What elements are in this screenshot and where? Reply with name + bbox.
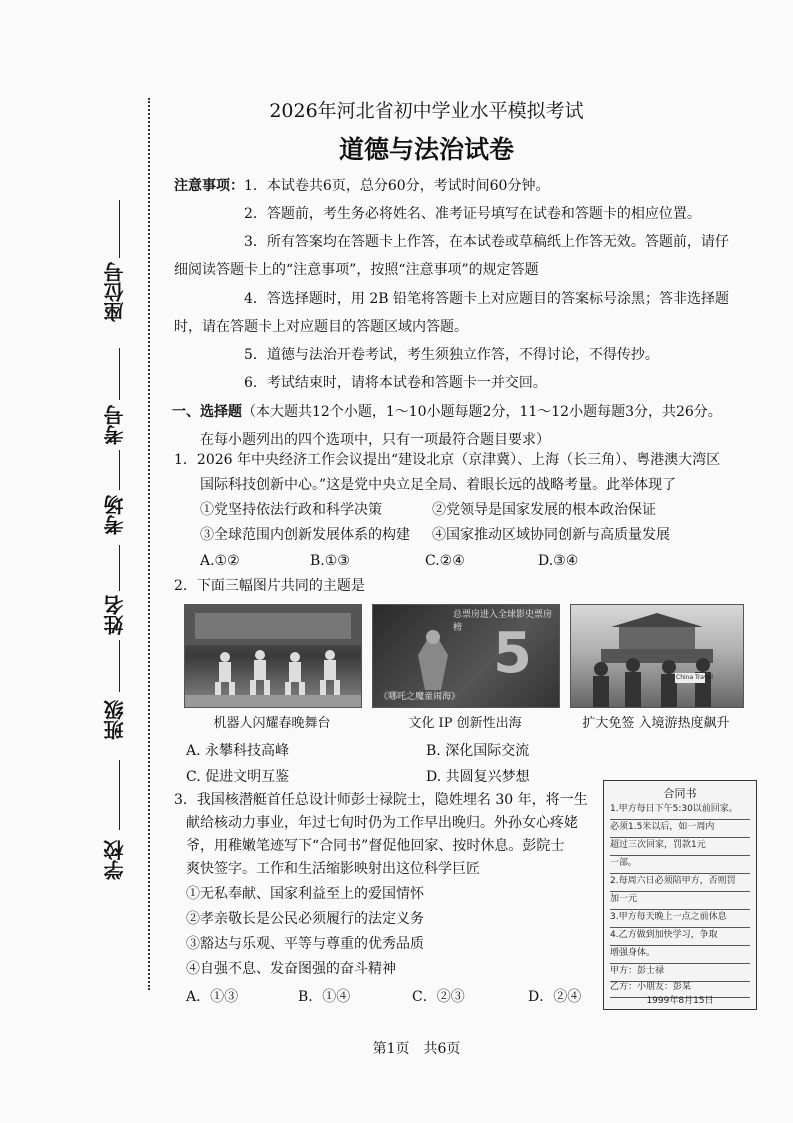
q2-option-b[interactable]: B. 深化国际交流 [426, 743, 530, 759]
q3-statement: ①无私奉献、国家利益至上的爱国情怀 [186, 886, 424, 902]
contract-row: 乙方：小朋友：彭某 [610, 979, 750, 998]
notice-line: 细阅读答题卡上的“注意事项”，按照“注意事项”的规定答题 [174, 262, 539, 278]
notice-line: 1．本试卷共6页，总分60分，考试时间60分钟。 [244, 178, 550, 194]
q1-stem: 1．2026 年中央经济工作会议提出“建设北京（京津冀）、上海（长三角）、粤港澳大湾区 [174, 452, 721, 468]
q2-option-d[interactable]: D. 共圆复兴梦想 [426, 769, 530, 785]
section-description: （本大题共12个小题，1～10小题每题2分，11～12小题每题3分，共26分。 [242, 404, 722, 420]
q1-statement: ④国家推动区域协同创新与高质量发展 [432, 527, 670, 543]
notice-line: 3．所有答案均在答题卡上作答，在本试卷或草稿纸上作答无效。答题前，请仔 [244, 234, 729, 250]
name-blank[interactable] [119, 545, 120, 591]
class-blank[interactable] [119, 640, 120, 692]
q3-statement: ④自强不息、发奋图强的奋斗精神 [186, 961, 396, 977]
q3-option-a[interactable]: A．①③ [186, 989, 239, 1005]
q1-statement: ①党坚持依法行政和科学决策 [200, 502, 382, 518]
q3-statement: ②孝亲敬长是公民必须履行的法定义务 [186, 911, 424, 927]
exam-number-label: 考号 [103, 405, 127, 445]
q2-option-a[interactable]: A. 永攀科技高峰 [186, 743, 290, 759]
q3-stem: 爷，用稚嫩笔迹写下“合同书”督促他回家、按时休息。彭院士 [186, 838, 565, 854]
q3-stem: 3．我国核潜艇首任总设计师彭士禄院士，隐姓埋名 30 年，将一生 [174, 792, 588, 808]
contract-row: 4.乙方做到加快学习，争取 [610, 927, 750, 946]
notice-line: 6．考试结束时，请将本试卷和答题卡一并交回。 [244, 375, 547, 391]
q1-statement: ③全球范围内创新发展体系的构建 [200, 527, 410, 543]
nezha-film-photo [372, 604, 560, 708]
contract-row: 3.甲方每天晚上一点之前休息 [610, 909, 750, 928]
contract-row: 加一元 [610, 891, 750, 910]
q1-option-d[interactable]: D.③④ [538, 553, 579, 569]
photo-number: 5 [493, 621, 532, 686]
q1-statement: ②党领导是国家发展的根本政治保证 [432, 502, 656, 518]
seat-number-blank[interactable] [119, 200, 120, 258]
handwritten-contract-image [603, 780, 757, 1010]
photo-sign: China Travel [676, 674, 713, 681]
name-label: 姓名 [103, 595, 127, 635]
exam-number-blank[interactable] [119, 348, 120, 400]
student-info-strip [100, 200, 140, 920]
notice-label: 注意事项： [174, 178, 244, 194]
exam-room-label: 考场 [103, 495, 127, 535]
class-label: 班级 [103, 700, 127, 740]
contract-row: 超过三次回家，罚款1元 [610, 837, 750, 856]
notice-line: 5．道德与法治开卷考试，考生须独立作答，不得讨论，不得传抄。 [244, 347, 659, 363]
q1-option-c[interactable]: C.②④ [425, 553, 465, 569]
robot-dance-photo [184, 604, 362, 708]
section-heading-row [172, 402, 722, 422]
section-description-2: 在每小题列出的四个选项中，只有一项最符合题目要求） [200, 432, 550, 448]
q2-option-c[interactable]: C. 促进文明互鉴 [186, 769, 290, 785]
contract-row: 2.每周六日必须陪甲方，否则罚 [610, 873, 750, 892]
contract-row: 必须1.5米以后，如一周内 [610, 819, 750, 838]
notice-line: 时，请在答题卡上对应题目的答题区域内答题。 [174, 319, 468, 335]
q3-stem: 献给核动力事业，年过七旬时仍为工作早出晚归。外孙女心疼姥 [186, 815, 578, 831]
photo-banner: 总票房进入全球影史票房榜 [453, 610, 553, 633]
forbidden-city-tourists-photo [570, 604, 744, 708]
binding-dotted-line [148, 98, 150, 990]
q1-stem-2: 国际科技创新中心。”这是党中央立足全局、着眼长远的战略考量。此举体现了 [200, 477, 677, 493]
q2-stem: 2．下面三幅图片共同的主题是 [174, 578, 365, 594]
notice-line: 4．答选择题时，用 2B 铅笔将答题卡上对应题目的答案标号涂黑；答非选择题 [244, 291, 730, 307]
contract-title: 合同书 [663, 787, 697, 800]
contract-row: 甲方：彭士禄 [610, 963, 750, 982]
photo-caption: 文化 IP 创新性出海 [408, 716, 522, 731]
section-heading: 一、选择题 [172, 404, 242, 420]
q1-option-b[interactable]: B.①③ [310, 553, 350, 569]
exam-room-blank[interactable] [119, 450, 120, 490]
page-number: 第1页 共6页 [372, 1041, 461, 1057]
contract-row: 1.甲方每日下午5:30以前回家。 [610, 801, 750, 820]
school-blank[interactable] [119, 760, 120, 830]
q1-option-a[interactable]: A.①② [200, 553, 240, 569]
photo-caption: 扩大免签 入境游热度飙升 [582, 716, 730, 731]
q3-statement: ③豁达与乐观、平等与尊重的优秀品质 [186, 936, 424, 952]
q3-stem: 爽快签字。工作和生活缩影映射出这位科学巨匠 [186, 861, 480, 877]
contract-date: 1999年8月15日 [646, 996, 714, 1006]
notice-line: 2．答题前，考生务必将姓名、准考证号填写在试卷和答题卡的相应位置。 [244, 206, 701, 222]
school-label: 学校 [103, 840, 127, 880]
subject-title: 道德与法治试卷 [338, 135, 514, 164]
q3-option-b[interactable]: B．①④ [298, 989, 351, 1005]
contract-row: 增强身体。 [610, 945, 750, 964]
q3-option-c[interactable]: C．②③ [412, 989, 465, 1005]
q3-option-d[interactable]: D．②④ [528, 989, 582, 1005]
contract-row: 一部。 [610, 855, 750, 874]
photo-film-title: 《哪吒之魔童闹海》 [379, 692, 461, 702]
photo-caption: 机器人闪耀春晚舞台 [213, 716, 331, 731]
seat-number-label: 座位号 [103, 262, 127, 322]
exam-title: 2026年河北省初中学业水平模拟考试 [269, 100, 584, 122]
